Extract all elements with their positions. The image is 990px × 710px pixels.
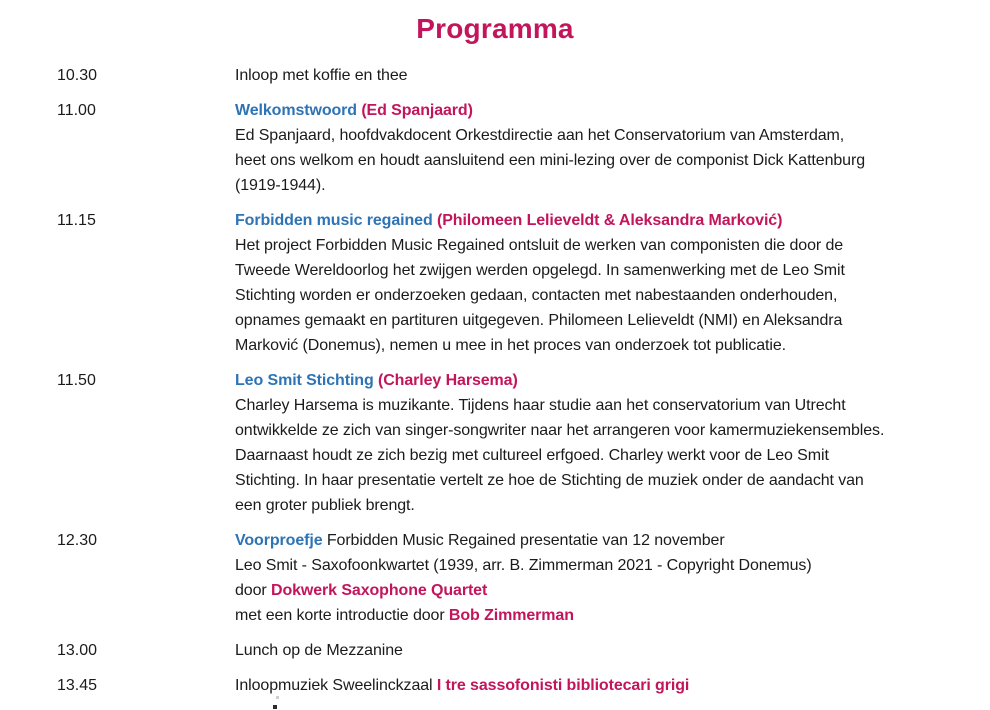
accent-name-text: (Ed Spanjaard) (361, 102, 473, 119)
text-line (235, 98, 990, 123)
text-line (235, 578, 990, 603)
text-line (235, 553, 990, 578)
body-text: Daarnaast houdt ze zich bezig met cultureel erfgoed. Charley werkt voor de Leo Smit (235, 447, 829, 464)
text-line (235, 173, 990, 198)
text-line (235, 368, 990, 393)
section-heading-text: Welkomstwoord (235, 102, 362, 119)
entry-content (235, 368, 990, 518)
text-line (235, 333, 990, 358)
text-line (235, 638, 990, 663)
text-line (235, 63, 990, 88)
body-text: Leo Smit - Saxofoonkwartet (1939, arr. B. Zimmerman 2021 - Copyright Donemus) (235, 557, 812, 574)
body-text: Ed Spanjaard, hoofdvakdocent Orkestdirectie aan het Conservatorium van Amsterdam, (235, 127, 845, 144)
body-text: Charley Harsema is muzikante. Tijdens haar studie aan het conservatorium van Utrecht (235, 397, 846, 414)
body-text: heet ons welkom en houdt aansluitend een mini-lezing over de componist Dick Kattenburg (235, 152, 865, 169)
text-line (235, 393, 990, 418)
body-text: Inloop met koffie en thee (235, 67, 408, 84)
time-label: 12.30 (57, 532, 98, 549)
text-line (235, 208, 990, 233)
time-label: 11.00 (57, 102, 96, 119)
body-text: Marković (Donemus), nemen u mee in het proces van onderzoek tot publicatie. (235, 337, 787, 354)
text-line (235, 258, 990, 283)
text-line (235, 283, 990, 308)
body-text: een groter publiek brengt. (235, 497, 415, 514)
accent-name-text: (Charley Harsema) (378, 372, 518, 389)
text-line (235, 468, 990, 493)
body-text: ontwikkelde ze zich van singer-songwriter naar het arrangeren voor kamermuziekensembles. (235, 422, 885, 439)
body-text: (1919-1944). (235, 177, 326, 194)
body-text: Het project Forbidden Music Regained ontsluit de werken van componisten die door de (235, 237, 844, 254)
text-line (235, 308, 990, 333)
schedule-row (0, 208, 990, 358)
text-line (235, 123, 990, 148)
schedule-row (0, 98, 990, 198)
text-line (235, 233, 990, 258)
text-line (235, 603, 990, 628)
section-heading-text: Voorproefje (235, 532, 327, 549)
entry-content (235, 638, 990, 663)
section-heading-text: Leo Smit Stichting (235, 372, 378, 389)
time-label: 10.30 (57, 67, 98, 84)
body-text: Tweede Wereldoorlog het zwijgen werden opgelegd. In samenwerking met de Leo Smit (235, 262, 845, 279)
schedule-row (0, 673, 990, 698)
entry-content (235, 63, 990, 88)
entry-content (235, 208, 990, 358)
clipped-next-line-fragment (273, 705, 277, 709)
time-label: 11.50 (57, 372, 96, 389)
text-line (235, 528, 990, 553)
schedule-list (0, 63, 990, 698)
schedule-row (0, 63, 990, 88)
entry-content (235, 98, 990, 198)
page-title: Programma (416, 13, 574, 44)
entry-content (235, 673, 990, 698)
accent-name-text: I tre sassofonisti bibliotecari grigi (436, 677, 690, 694)
time-label: 13.45 (57, 677, 98, 694)
body-text: door (235, 582, 271, 599)
body-text: met een korte introductie door (235, 607, 449, 624)
text-line (235, 443, 990, 468)
body-text: Inloopmuziek Sweelinckzaal (235, 677, 437, 694)
accent-name-text: Bob Zimmerman (448, 607, 574, 624)
schedule-row (0, 368, 990, 518)
time-label: 11.15 (57, 212, 96, 229)
accent-name-text: (Philomeen Lelieveldt & Aleksandra Marković) (436, 212, 783, 229)
body-text: Forbidden Music Regained presentatie van 12 november (326, 532, 725, 549)
body-text: Stichting. In haar presentatie vertelt ze hoe de Stichting de muziek onder de aandacht van (235, 472, 864, 489)
clipped-next-line-fragment (276, 696, 279, 699)
schedule-row (0, 528, 990, 628)
text-line (235, 493, 990, 518)
body-text: opnames gemaakt en partituren uitgegeven. Philomeen Lelieveldt (NMI) en Aleksandra (235, 312, 843, 329)
accent-name-text: Dokwerk Saxophone Quartet (270, 582, 488, 599)
body-text: Lunch op de Mezzanine (235, 642, 403, 659)
text-line (235, 148, 990, 173)
schedule-row (0, 638, 990, 663)
entry-content (235, 528, 990, 628)
text-line (235, 673, 990, 698)
section-heading-text: Forbidden music regained (235, 212, 437, 229)
body-text: Stichting worden er onderzoeken gedaan, contacten met nabestaanden onderhouden, (235, 287, 838, 304)
text-line (235, 418, 990, 443)
time-label: 13.00 (57, 642, 98, 659)
